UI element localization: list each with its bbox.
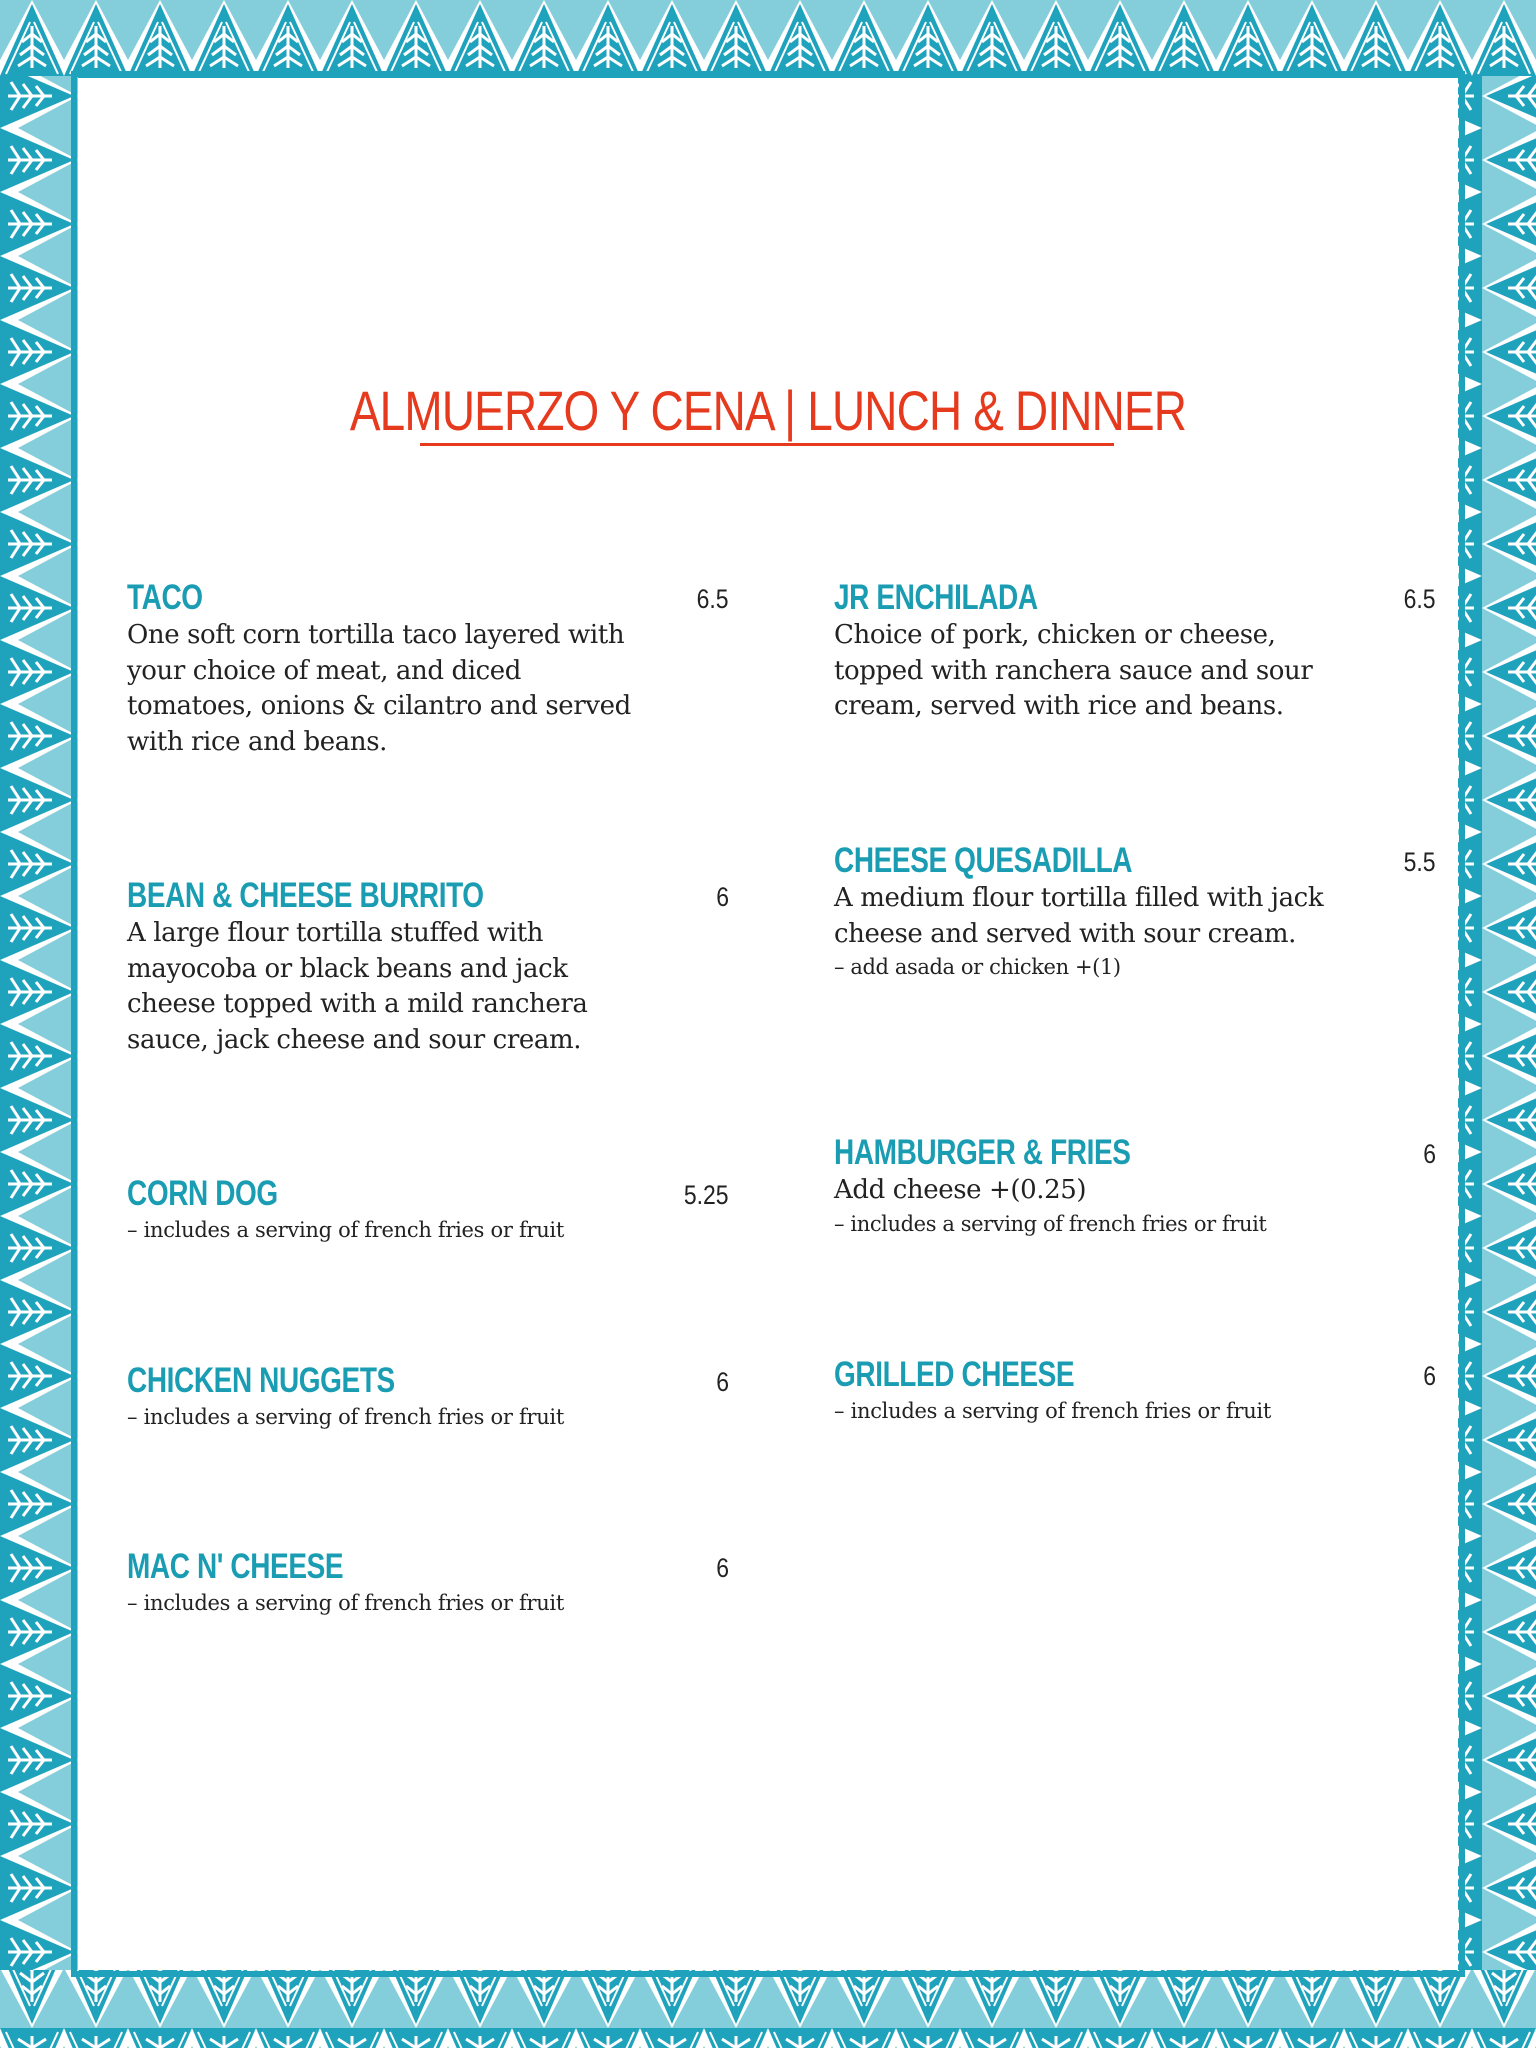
item-price: 6 [716,1553,729,1583]
item-description: A large flour tortilla stuffed with mayocoba or black beans and jack cheese topped with a mild ranchera sauce, jack cheese and sour cream. [127,918,588,1055]
item-price: 5.5 [1404,847,1436,877]
item-name: GRILLED CHEESE [834,1355,1075,1394]
item-name: CORN DOG [127,1174,278,1213]
item-description: Add cheese +(0.25) [834,1175,1087,1205]
item-name: CHICKEN NUGGETS [127,1361,395,1400]
item-name: CHEESE QUESADILLA [834,841,1133,880]
item-name: HAMBURGER & FRIES [834,1133,1131,1172]
item-name: JR ENCHILADA [834,578,1038,617]
item-note: – includes a serving of french fries or fruit [834,1211,1267,1236]
item-description: Choice of pork, chicken or cheese, topped with ranchera sauce and sour cream, served with rice and beans. [834,620,1313,721]
item-name: BEAN & CHEESE BURRITO [127,876,484,915]
item-note: – add asada or chicken +(1) [834,955,1121,979]
item-name: MAC N' CHEESE [127,1547,344,1586]
item-price: 6.5 [1404,584,1436,614]
page-title-text: ALMUERZO Y CENA | LUNCH & DINNER [349,379,1187,442]
title-underline [420,443,1114,446]
item-name: TACO [127,578,203,617]
item-note: – includes a serving of french fries or fruit [834,1399,1271,1423]
item-note: – includes a serving of french fries or fruit [127,1591,564,1615]
item-price: 6.5 [697,584,729,614]
item-price: 5.25 [684,1180,729,1210]
item-description-block [834,881,1354,982]
item-price: 6 [1423,1139,1436,1169]
item-description: A medium flour tortilla filled with jack cheese and served with sour cream. [834,883,1324,949]
item-price: 6 [716,882,729,912]
item-note: – includes a serving of french fries or fruit [127,1218,564,1242]
item-note: – includes a serving of french fries or fruit [127,1405,564,1429]
item-price: 6 [716,1367,729,1397]
item-description: One soft corn tortilla taco layered with your choice of meat, and diced tomatoes, onions & cilantro and served with rice and beans. [127,620,631,757]
item-description-block [834,1173,1354,1239]
item-price: 6 [1423,1361,1436,1391]
